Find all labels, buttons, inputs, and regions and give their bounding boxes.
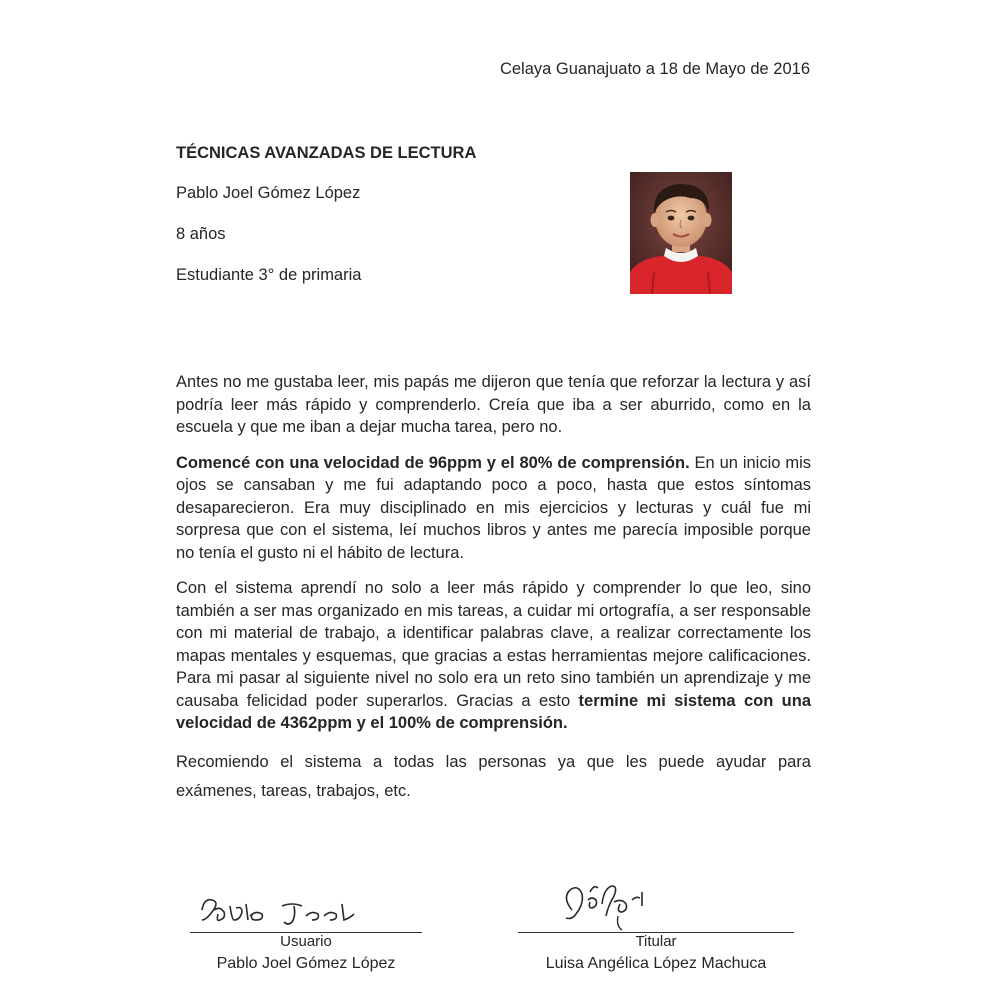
letter-header <box>176 144 476 307</box>
paragraph-progress <box>176 577 811 735</box>
holder-signature <box>518 876 794 932</box>
signature-block-user <box>190 876 422 973</box>
paragraph-intro: Antes no me gustaba leer, mis papás me dijeron que tenía que reforzar la lectura y así podría leer más rápido y comprenderlo. Creía que iba a ser aburrido, como en la escuela y que me iban a dejar mucha tarea, pero no. <box>176 373 811 436</box>
paragraph-recommendation: Recomiendo el sistema a todas las personas ya que les puede ayudar para exámenes, tareas, trabajos, etc. <box>176 752 811 800</box>
signature-name-holder: Luisa Angélica López Machuca <box>545 955 767 972</box>
portrait-illustration <box>630 172 732 294</box>
signature-block-holder <box>518 876 794 973</box>
student-age: 8 años <box>176 225 226 243</box>
user-signature <box>190 876 422 932</box>
paragraph-start-text: En un inicio mis ojos se cansaban y me fui adaptando poco a poco, hasta que estos síntomas desaparecieron. Era muy disciplinado en mis ejercicios y lecturas y cuál fue mi sorpresa que con el sistema, leí muchos libros y antes me parecía imposible porque no tenía el gusto ni el hábito de lectura. <box>176 453 811 562</box>
start-speed-highlight: Comencé con una velocidad de 96ppm y el 80% de comprensión. <box>176 453 690 472</box>
student-name: Pablo Joel Gómez López <box>176 184 361 202</box>
signature-name-user: Pablo Joel Gómez López <box>216 955 396 972</box>
signature-role-holder: Titular <box>635 933 677 950</box>
student-grade: Estudiante 3° de primaria <box>176 266 362 284</box>
document-title: TÉCNICAS AVANZADAS DE LECTURA <box>176 144 477 162</box>
letter-body <box>176 371 811 819</box>
letter-date: Celaya Guanajuato a 18 de Mayo de 2016 <box>499 60 810 78</box>
paragraph-start <box>176 452 811 565</box>
student-portrait-photo <box>630 172 732 294</box>
paragraph-progress-text: Con el sistema aprendí no solo a leer más rápido y comprender lo que leo, sino también a ser mas organizado en mis tareas, a cuidar mi ortografía, a ser responsable con mi material de trabajo, a identificar palabras clave, a realizar correctamente los mapas mentales y esquemas, que gracias a estas herramientas mejore calificaciones. Para mi pasar al siguiente nivel no solo era un reto sino también un aprendizaje y me causaba felicidad poder superarlos. Gracias a esto <box>176 579 811 710</box>
signature-role-user: Usuario <box>280 933 332 950</box>
final-speed-highlight: termine mi sistema con una velocidad de 4362ppm y el 100% de comprensión. <box>176 691 812 732</box>
